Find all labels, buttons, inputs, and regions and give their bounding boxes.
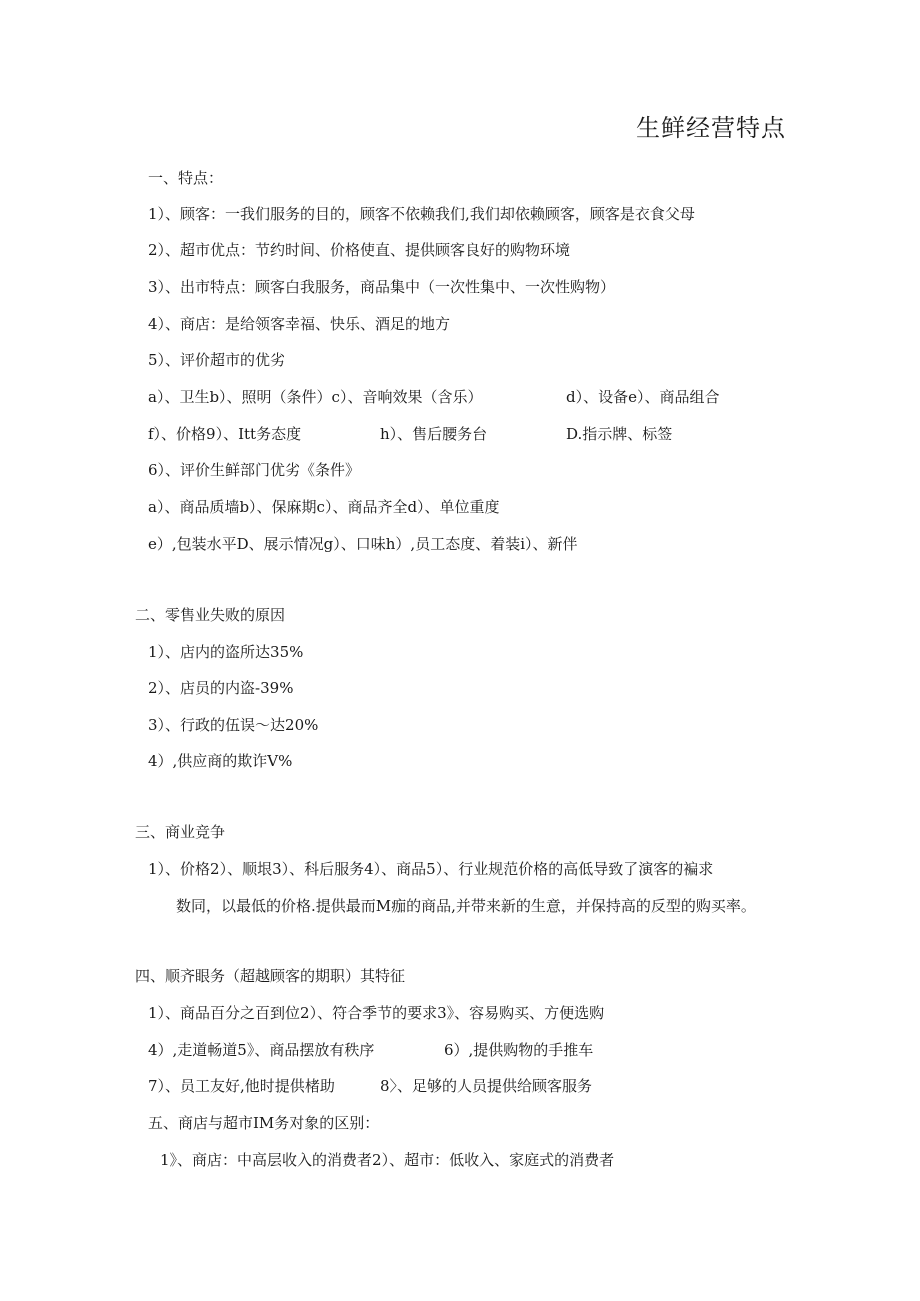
section-1-item-7-part-a: f）、价格9）、Itt务态度 (148, 425, 302, 443)
section-4-heading: 四、顺齐眼务（超越顾客的期职）其特征 (135, 967, 406, 985)
section-4-item-3-part-a: 7）、员工友好,他时提供楮助 (148, 1077, 335, 1095)
section-1-item-5: 5）、评价超市的优劣 (148, 351, 286, 369)
section-1-item-4: 4）、商店：是给领客幸福、快乐、酒足的地方 (148, 315, 451, 333)
section-2-item-3: 3）、行政的伍误〜达20% (148, 716, 319, 734)
section-5-heading: 五、商店与超市IM务对象的区别： (148, 1114, 380, 1132)
section-1-item-7-part-c: D.指示牌、标签 (566, 425, 673, 443)
section-1-item-8: 6）、评价生鲜部门优劣《条件》 (148, 461, 361, 479)
section-2-heading: 二、零售业失败的原因 (135, 606, 286, 624)
section-1-heading: 一、特点： (148, 169, 224, 187)
section-4-item-1: 1）、商品百分之百到位2）、符合季节的要求3》、容易购买、方便选购 (148, 1004, 605, 1022)
section-1-item-6-part-b: d）、设备e）、商品组合 (566, 388, 720, 406)
section-4-item-3-part-b: 8〉、足够的人员提供给顾客服务 (380, 1077, 593, 1095)
section-3-item-1: 1）、价格2）、顺垠3）、科后服务4）、商品5）、行业规范价格的高低导致了演客的褊求 (148, 860, 714, 878)
section-4-item-2-part-b: 6）,提供购物的手推车 (444, 1041, 594, 1059)
section-2-item-2: 2）、店员的内盗-39% (148, 679, 294, 697)
section-1-item-3: 3）、出市特点：顾客白我服务，商品集中（一次性集中、一次性购物） (148, 278, 616, 296)
section-1-item-2: 2）、超市优点：节约时间、价格使直、提供顾客良好的购物环境 (148, 241, 571, 259)
section-1-item-10: e）,包装水平D、展示情况g）、口味h）,员工态度、着装i）、新伴 (148, 535, 578, 553)
section-1-item-7-part-b: h）、售后腰务台 (380, 425, 488, 443)
section-1-item-9: a）、商品质墙b）、保麻期c）、商品齐全d）、单位重度 (148, 498, 500, 516)
section-2-item-1: 1）、店内的盗所达35% (148, 643, 304, 661)
section-5-item-1: 1》、商店：中高层收入的消费者2）、超市：低收入、家庭式的消费者 (160, 1151, 615, 1169)
section-3-heading: 三、商业竞争 (135, 823, 226, 841)
section-2-item-4: 4）,供应商的欺诈V% (148, 752, 293, 770)
section-1-item-6-part-a: a）、卫生b）、照明（条件）c）、音响效果（含乐） (148, 388, 483, 406)
section-1-item-1: 1）、顾客：一我们服务的目的，顾客不依赖我们,我们却依赖顾客，顾客是衣食父母 (148, 205, 695, 223)
document-title: 生鲜经营特点 (636, 114, 786, 142)
section-3-item-1-continued: 数同，以最低的价格.提供最而M痂的商品,并带来新的生意，并保持高的反型的购买率。 (176, 897, 756, 915)
section-4-item-2-part-a: 4）,走道畅道5》、商品摆放有秩序 (148, 1041, 375, 1059)
